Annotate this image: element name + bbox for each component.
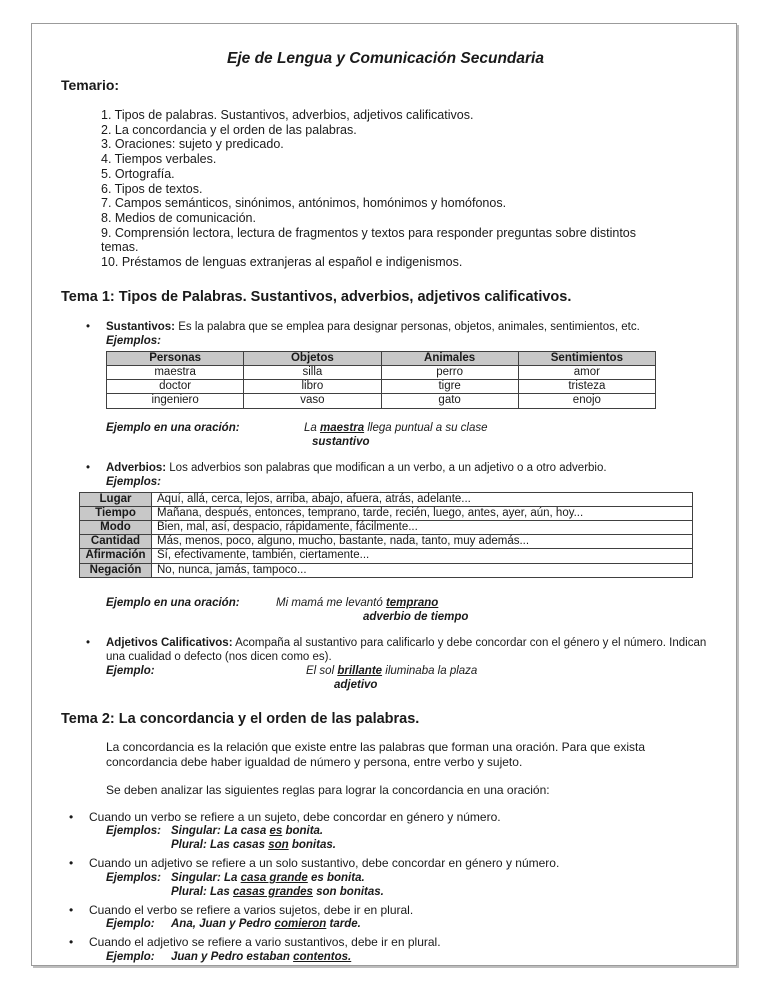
example-sentence-block <box>306 664 477 692</box>
table-cell: perro <box>381 365 518 379</box>
table-cell: gato <box>381 394 518 408</box>
temario-item: 2. La concordancia y el orden de las palabras. <box>101 122 357 137</box>
table-cell: enojo <box>518 394 655 408</box>
example-sentence <box>276 596 468 610</box>
rule-example-label: Ejemplo: <box>106 918 155 931</box>
rule-example-line <box>171 871 384 885</box>
table-cell: Aquí, allá, cerca, lejos, arriba, abajo, afuera, atrás, adelante... <box>152 492 693 506</box>
rule-text: Cuando el adjetivo se refiere a vario sustantivos, debe ir en plural. <box>89 935 441 950</box>
tema2-intro-1: La concordancia es la relación que existe entre las palabras que forman una oración. Para que exista concordancia debe haber igualdad de número y persona, entre verbo y sujeto. <box>106 739 645 769</box>
adjetivos-section <box>61 636 710 692</box>
rule-text: Cuando el verbo se refiere a varios sujetos, debe ir en plural. <box>89 902 414 917</box>
table-header-cell: Sentimientos <box>518 351 655 365</box>
rule-body <box>89 935 710 964</box>
document-title: Eje de Lengua y Comunicación Secundaria <box>227 50 544 67</box>
table-header-row <box>107 351 656 365</box>
table-cell: Sí, efectivamente, también, ciertamente... <box>152 549 693 563</box>
underlined-word: comieron <box>274 918 327 931</box>
row-header-cell: Modo <box>80 520 152 534</box>
rule-body <box>89 856 710 899</box>
concordancia-rule <box>61 903 710 932</box>
rule-example-label: Ejemplos: <box>106 825 161 838</box>
rule-example-row <box>106 950 710 964</box>
table-cell: tigre <box>381 380 518 394</box>
underlined-word: casa grande <box>240 871 308 884</box>
example-sentence <box>306 664 477 678</box>
rule-example-line <box>171 838 336 852</box>
bullet-icon: • <box>69 856 74 871</box>
adjetivos-example <box>106 664 710 692</box>
tema2-intro-2: Se deben analizar las siguientes reglas para lograr la concordancia en una oración: <box>106 782 550 797</box>
bullet-icon: • <box>69 935 74 950</box>
table-row <box>80 506 693 520</box>
adverbios-examples-label: Ejemplos: <box>106 475 161 488</box>
sentence-post: llega puntual a su clase <box>367 421 488 434</box>
example-sentence-block <box>304 421 488 449</box>
rule-example-row <box>106 917 710 931</box>
example-note: adverbio de tiempo <box>363 610 469 623</box>
table-cell: Mañana, después, entonces, temprano, tarde, recién, luego, antes, ayer, aún, hoy... <box>152 506 693 520</box>
bullet-icon: • <box>69 902 74 917</box>
sentence-pre: La <box>304 421 317 434</box>
line-post: bonitas. <box>291 839 336 852</box>
underlined-word: casas grandes <box>233 885 313 898</box>
table-cell: No, nunca, jamás, tampoco... <box>152 563 693 577</box>
temario-item: 5. Ortografía. <box>101 166 175 181</box>
rule-example-lines <box>171 950 351 964</box>
table-header-cell: Objetos <box>244 351 381 365</box>
sustantivos-section <box>61 320 710 348</box>
sustantivos-table <box>106 351 656 409</box>
table-cell: vaso <box>244 394 381 408</box>
underlined-word: maestra <box>320 421 365 434</box>
rule-example-line <box>171 885 384 899</box>
rule-text: Cuando un verbo se refiere a un sujeto, debe concordar en género y número. <box>89 809 501 824</box>
bullet-icon: • <box>86 461 91 474</box>
temario-item: 3. Oraciones: sujeto y predicado. <box>101 137 284 152</box>
sustantivos-definition-text: Es la palabra que se emplea para designar personas, objetos, animales, sentimientos, etc. <box>178 320 640 333</box>
row-header-cell: Afirmación <box>80 549 152 563</box>
underlined-word: es <box>269 825 283 838</box>
temario-list <box>101 108 666 270</box>
rule-example-label: Ejemplos: <box>106 871 161 884</box>
line-post: tarde. <box>329 918 361 931</box>
example-note: sustantivo <box>312 435 370 448</box>
bullet-icon: • <box>86 636 91 649</box>
adverbios-definition-text: Los adverbios son palabras que modifican a un verbo, a un adjetivo o a otro adverbio. <box>169 461 607 474</box>
rule-text: Cuando un adjetivo se refiere a un solo sustantivo, debe concordar en género y número. <box>89 856 560 871</box>
temario-heading: Temario: <box>61 77 120 93</box>
example-sentence-block <box>276 596 468 624</box>
table-cell: libro <box>244 380 381 394</box>
temario-item: 9. Comprensión lectora, lectura de fragmentos y textos para responder preguntas sobre distintos temas. <box>101 225 637 255</box>
adjetivos-definition-text: Acompaña al sustantivo para calificarlo y debe concordar con el género y el número. Indican una cualidad o defecto (nos dicen como es). <box>106 636 707 663</box>
bullet-icon: • <box>86 320 91 333</box>
example-note: adjetivo <box>334 678 378 691</box>
example-label: Ejemplo: <box>106 664 155 677</box>
row-header-cell: Cantidad <box>80 535 152 549</box>
line-post: bonita. <box>285 825 324 838</box>
sentence-post: iluminaba la plaza <box>385 664 478 677</box>
rule-body <box>89 903 710 932</box>
table-row <box>80 535 693 549</box>
temario-item: 10. Préstamos de lenguas extranjeras al español e indigenismos. <box>101 255 463 270</box>
rule-example-lines <box>171 824 336 852</box>
concordancia-rule <box>61 935 710 964</box>
rule-example-line <box>171 824 336 838</box>
rule-example-row <box>106 871 710 899</box>
concordancia-rule <box>61 810 710 853</box>
table-cell: Bien, mal, así, despacio, rápidamente, fácilmente... <box>152 520 693 534</box>
line-pre: Juan y Pedro estaban <box>171 950 290 963</box>
temario-item: 6. Tipos de textos. <box>101 181 203 196</box>
row-header-cell: Negación <box>80 563 152 577</box>
underlined-word: temprano <box>385 596 439 609</box>
adjetivos-definition <box>106 636 710 664</box>
table-row <box>107 394 656 408</box>
adjetivos-term: Adjetivos Calificativos: <box>106 636 233 649</box>
rule-body <box>89 810 710 853</box>
underlined-word: brillante <box>337 664 383 677</box>
table-row <box>107 365 656 379</box>
line-pre: Ana, Juan y Pedro <box>171 918 272 931</box>
sustantivos-example <box>106 421 710 449</box>
table-row <box>80 492 693 506</box>
adverbios-table <box>79 492 693 578</box>
temario-item: 1. Tipos de palabras. Sustantivos, adverbios, adjetivos calificativos. <box>101 108 474 122</box>
sustantivos-definition <box>106 320 710 334</box>
adverbios-term: Adverbios: <box>106 461 167 474</box>
rule-example-lines <box>171 917 361 931</box>
rule-example-line <box>171 950 351 964</box>
tema2-heading: Tema 2: La concordancia y el orden de las palabras. <box>61 710 420 727</box>
line-post: es bonita. <box>310 871 365 884</box>
table-cell: ingeniero <box>107 394 244 408</box>
example-label: Ejemplo en una oración: <box>106 596 240 609</box>
underlined-word: son <box>268 839 289 852</box>
sentence-pre: El sol <box>306 664 335 677</box>
concordancia-rule <box>61 856 710 899</box>
table-cell: silla <box>244 365 381 379</box>
line-post: son bonitas. <box>316 885 384 898</box>
line-pre: Plural: Las casas <box>171 839 265 852</box>
adjetivos-body <box>106 636 710 692</box>
rule-example-line <box>171 917 361 931</box>
example-sentence <box>304 421 488 435</box>
adverbios-example <box>106 596 710 624</box>
temario-item: 7. Campos semánticos, sinónimos, antónimos, homónimos y homófonos. <box>101 196 507 211</box>
rule-example-lines <box>171 871 384 899</box>
sentence-pre: Mi mamá me levantó <box>276 596 383 609</box>
table-header-cell: Personas <box>107 351 244 365</box>
adverbios-definition <box>106 461 710 475</box>
bullet-icon: • <box>69 809 74 824</box>
temario-item: 8. Medios de comunicación. <box>101 210 256 225</box>
row-header-cell: Lugar <box>80 492 152 506</box>
line-pre: Singular: La casa <box>171 825 267 838</box>
document-page <box>31 23 737 966</box>
table-row <box>80 563 693 577</box>
line-pre: Plural: Las <box>171 885 230 898</box>
sustantivos-examples-label: Ejemplos: <box>106 334 161 347</box>
table-cell: Más, menos, poco, alguno, mucho, bastante, nada, tanto, muy además... <box>152 535 693 549</box>
sustantivos-term: Sustantivos: <box>106 320 176 333</box>
temario-item: 4. Tiempos verbales. <box>101 152 217 167</box>
adverbios-body <box>106 461 710 489</box>
underlined-word: contentos. <box>293 950 352 963</box>
table-row <box>107 380 656 394</box>
table-header-cell: Animales <box>381 351 518 365</box>
example-label: Ejemplo en una oración: <box>106 421 240 434</box>
table-cell: amor <box>518 365 655 379</box>
rule-example-row <box>106 824 710 852</box>
table-cell: doctor <box>107 380 244 394</box>
table-cell: tristeza <box>518 380 655 394</box>
table-cell: maestra <box>107 365 244 379</box>
tema1-heading: Tema 1: Tipos de Palabras. Sustantivos, adverbios, adjetivos calificativos. <box>61 288 572 305</box>
line-pre: Singular: La <box>171 871 238 884</box>
sustantivos-body <box>106 320 710 348</box>
row-header-cell: Tiempo <box>80 506 152 520</box>
rule-example-label: Ejemplo: <box>106 950 155 963</box>
table-row <box>80 520 693 534</box>
table-row <box>80 549 693 563</box>
adverbios-section <box>61 461 710 489</box>
